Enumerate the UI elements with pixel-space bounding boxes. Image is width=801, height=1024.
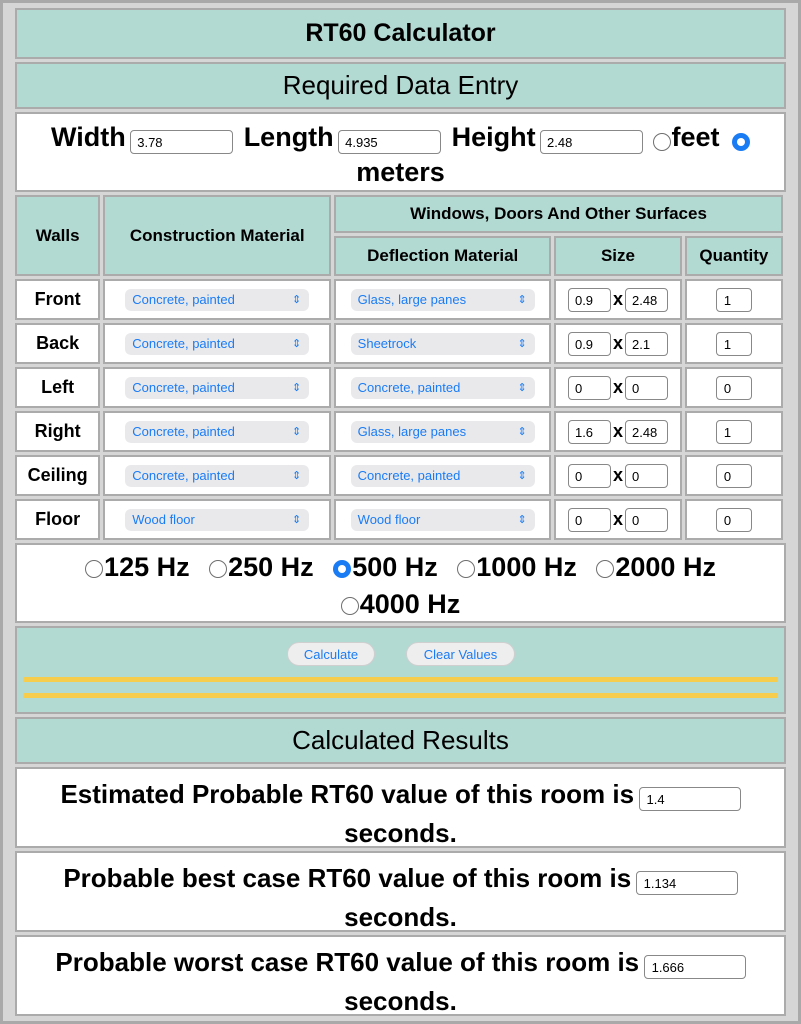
chevron-up-down-icon: ⇕ bbox=[517, 426, 527, 438]
construction-select-value: Concrete, painted bbox=[132, 380, 235, 395]
feet-label: feet bbox=[671, 122, 720, 152]
deflection-cell bbox=[334, 367, 551, 408]
quantity-cell bbox=[685, 279, 783, 320]
deflection-cell bbox=[334, 411, 551, 452]
construction-cell bbox=[103, 367, 331, 408]
size-header: Size bbox=[554, 236, 682, 276]
size-separator: x bbox=[612, 333, 623, 353]
result-label: Estimated Probable RT60 value of this room is bbox=[60, 779, 635, 809]
construction-select-value: Concrete, painted bbox=[132, 424, 235, 439]
size-height-input[interactable]: 0 bbox=[625, 464, 668, 488]
quantity-header: Quantity bbox=[685, 236, 783, 276]
frequency-label: 1000 Hz bbox=[476, 552, 577, 582]
radio-icon[interactable] bbox=[457, 560, 475, 578]
size-cell bbox=[554, 499, 682, 540]
meters-label: meters bbox=[356, 156, 445, 187]
frequency-option[interactable] bbox=[596, 552, 716, 582]
size-cell bbox=[554, 279, 682, 320]
size-height-input[interactable]: 0 bbox=[625, 376, 668, 400]
table-row bbox=[15, 455, 783, 496]
quantity-cell bbox=[685, 455, 783, 496]
dimensions-row bbox=[15, 112, 786, 192]
deflection-select-value: Glass, large panes bbox=[357, 292, 467, 307]
quantity-input[interactable]: 0 bbox=[716, 376, 752, 400]
frequency-option[interactable] bbox=[457, 552, 577, 582]
entry-header: Required Data Entry bbox=[282, 70, 519, 100]
deflection-select[interactable] bbox=[351, 289, 535, 311]
deflection-select-value: Concrete, painted bbox=[357, 468, 461, 483]
deflection-select[interactable] bbox=[351, 465, 535, 487]
result-row bbox=[15, 767, 786, 848]
result-unit: seconds. bbox=[344, 986, 457, 1016]
deflection-cell bbox=[334, 455, 551, 496]
width-input[interactable]: 3.78 bbox=[130, 130, 233, 154]
quantity-cell bbox=[685, 411, 783, 452]
construction-select-value: Concrete, painted bbox=[132, 336, 235, 351]
deflection-cell bbox=[334, 279, 551, 320]
deflection-select-value: Glass, large panes bbox=[357, 424, 467, 439]
frequency-label: 500 Hz bbox=[352, 552, 438, 582]
quantity-input[interactable]: 0 bbox=[716, 464, 752, 488]
frequency-option[interactable] bbox=[209, 552, 314, 582]
radio-icon[interactable] bbox=[341, 597, 359, 615]
frequency-row bbox=[15, 543, 786, 623]
height-label: Height bbox=[451, 122, 536, 152]
size-width-input[interactable]: 1.6 bbox=[568, 420, 611, 444]
table-row bbox=[15, 411, 783, 452]
results-list bbox=[15, 767, 786, 1016]
deflection-select[interactable] bbox=[351, 421, 535, 443]
title-bar bbox=[15, 8, 786, 59]
size-cell bbox=[554, 323, 682, 364]
chevron-up-down-icon: ⇕ bbox=[517, 294, 527, 306]
table-row bbox=[15, 367, 783, 408]
result-row bbox=[15, 851, 786, 932]
frequency-label: 2000 Hz bbox=[615, 552, 716, 582]
construction-select[interactable] bbox=[125, 377, 309, 399]
wall-name: Ceiling bbox=[15, 455, 100, 496]
deflection-cell bbox=[334, 323, 551, 364]
construction-select[interactable] bbox=[125, 289, 309, 311]
chevron-up-down-icon: ⇕ bbox=[292, 338, 302, 350]
deflection-select-value: Sheetrock bbox=[357, 336, 417, 351]
chevron-up-down-icon: ⇕ bbox=[292, 470, 302, 482]
size-height-input[interactable]: 2.1 bbox=[625, 332, 668, 356]
construction-cell bbox=[103, 411, 331, 452]
frequency-option[interactable] bbox=[333, 552, 438, 582]
quantity-cell bbox=[685, 323, 783, 364]
construction-select-value: Concrete, painted bbox=[132, 468, 235, 483]
wall-name: Right bbox=[15, 411, 100, 452]
length-label: Length bbox=[243, 122, 334, 152]
construction-select[interactable] bbox=[125, 421, 309, 443]
quantity-input[interactable]: 1 bbox=[716, 332, 752, 356]
surfaces-table bbox=[12, 192, 786, 543]
frequency-option[interactable] bbox=[341, 589, 461, 619]
chevron-up-down-icon: ⇕ bbox=[517, 470, 527, 482]
size-width-input[interactable]: 0.9 bbox=[568, 288, 611, 312]
radio-icon[interactable] bbox=[85, 560, 103, 578]
deflection-select[interactable] bbox=[351, 377, 535, 399]
chevron-up-down-icon: ⇕ bbox=[517, 338, 527, 350]
size-height-input[interactable]: 0 bbox=[625, 508, 668, 532]
gold-divider-bottom bbox=[23, 693, 778, 698]
construction-select[interactable] bbox=[125, 333, 309, 355]
size-width-input[interactable]: 0.9 bbox=[568, 332, 611, 356]
calculate-bar bbox=[15, 626, 786, 714]
result-label: Probable best case RT60 value of this room is bbox=[63, 863, 632, 893]
deflection-select-value: Wood floor bbox=[357, 512, 421, 527]
wall-name: Back bbox=[15, 323, 100, 364]
radio-icon[interactable] bbox=[333, 560, 351, 578]
size-separator: x bbox=[612, 377, 623, 397]
quantity-input[interactable]: 1 bbox=[716, 288, 752, 312]
wall-name: Left bbox=[15, 367, 100, 408]
result-value-field[interactable]: 1.134 bbox=[636, 871, 738, 895]
construction-cell bbox=[103, 455, 331, 496]
deflection-select[interactable] bbox=[351, 333, 535, 355]
frequency-label: 4000 Hz bbox=[359, 589, 461, 619]
size-width-input[interactable]: 0 bbox=[568, 464, 611, 488]
construction-select[interactable] bbox=[125, 465, 309, 487]
construction-select-value: Concrete, painted bbox=[132, 292, 235, 307]
result-label: Probable worst case RT60 value of this room is bbox=[55, 947, 640, 977]
size-width-input[interactable]: 0 bbox=[568, 508, 611, 532]
construction-cell bbox=[103, 499, 331, 540]
result-value-field[interactable]: 1.4 bbox=[639, 787, 741, 811]
table-row bbox=[15, 279, 783, 320]
result-value-field[interactable]: 1.666 bbox=[644, 955, 746, 979]
deflection-select-value: Concrete, painted bbox=[357, 380, 461, 395]
size-height-input[interactable]: 2.48 bbox=[625, 288, 668, 312]
size-cell bbox=[554, 455, 682, 496]
windows-header: Windows, Doors And Other Surfaces bbox=[334, 195, 783, 233]
radio-icon[interactable] bbox=[596, 560, 614, 578]
walls-header: Walls bbox=[15, 195, 100, 276]
entry-header-bar bbox=[15, 62, 786, 109]
calculate-button[interactable]: Calculate bbox=[287, 642, 375, 666]
results-header-bar bbox=[15, 717, 786, 764]
results-header: Calculated Results bbox=[292, 725, 509, 755]
construction-select-value: Wood floor bbox=[132, 512, 195, 527]
construction-cell bbox=[103, 323, 331, 364]
result-unit: seconds. bbox=[344, 818, 457, 848]
size-separator: x bbox=[612, 509, 623, 529]
deflection-select[interactable] bbox=[351, 509, 535, 531]
size-cell bbox=[554, 367, 682, 408]
deflection-cell bbox=[334, 499, 551, 540]
frequency-label: 250 Hz bbox=[228, 552, 314, 582]
quantity-input[interactable]: 0 bbox=[716, 508, 752, 532]
quantity-cell bbox=[685, 367, 783, 408]
chevron-up-down-icon: ⇕ bbox=[292, 294, 302, 306]
chevron-up-down-icon: ⇕ bbox=[292, 514, 302, 526]
result-row bbox=[15, 935, 786, 1016]
table-row bbox=[15, 323, 783, 364]
size-height-input[interactable]: 2.48 bbox=[625, 420, 668, 444]
chevron-up-down-icon: ⇕ bbox=[292, 426, 302, 438]
construction-select[interactable] bbox=[125, 509, 309, 531]
size-width-input[interactable]: 0 bbox=[568, 376, 611, 400]
feet-radio-icon[interactable] bbox=[653, 133, 671, 151]
size-separator: x bbox=[612, 421, 623, 441]
table-row bbox=[15, 499, 783, 540]
quantity-input[interactable]: 1 bbox=[716, 420, 752, 444]
size-separator: x bbox=[612, 289, 623, 309]
deflection-header: Deflection Material bbox=[334, 236, 551, 276]
construction-header: Construction Material bbox=[103, 195, 331, 276]
frequency-label: 125 Hz bbox=[104, 552, 190, 582]
gold-divider-top bbox=[23, 677, 778, 682]
clear-values-button[interactable]: Clear Values bbox=[406, 642, 515, 666]
frequency-options bbox=[79, 552, 722, 619]
radio-icon[interactable] bbox=[209, 560, 227, 578]
width-label: Width bbox=[51, 122, 126, 152]
frequency-option[interactable] bbox=[85, 552, 190, 582]
page-title: RT60 Calculator bbox=[305, 19, 496, 47]
wall-name: Floor bbox=[15, 499, 100, 540]
result-unit: seconds. bbox=[344, 902, 457, 932]
length-input[interactable]: 4.935 bbox=[338, 130, 441, 154]
meters-radio-icon[interactable] bbox=[732, 133, 750, 151]
size-cell bbox=[554, 411, 682, 452]
chevron-up-down-icon: ⇕ bbox=[292, 382, 302, 394]
chevron-up-down-icon: ⇕ bbox=[517, 514, 527, 526]
chevron-up-down-icon: ⇕ bbox=[517, 382, 527, 394]
wall-name: Front bbox=[15, 279, 100, 320]
quantity-cell bbox=[685, 499, 783, 540]
construction-cell bbox=[103, 279, 331, 320]
size-separator: x bbox=[612, 465, 623, 485]
height-input[interactable]: 2.48 bbox=[540, 130, 643, 154]
